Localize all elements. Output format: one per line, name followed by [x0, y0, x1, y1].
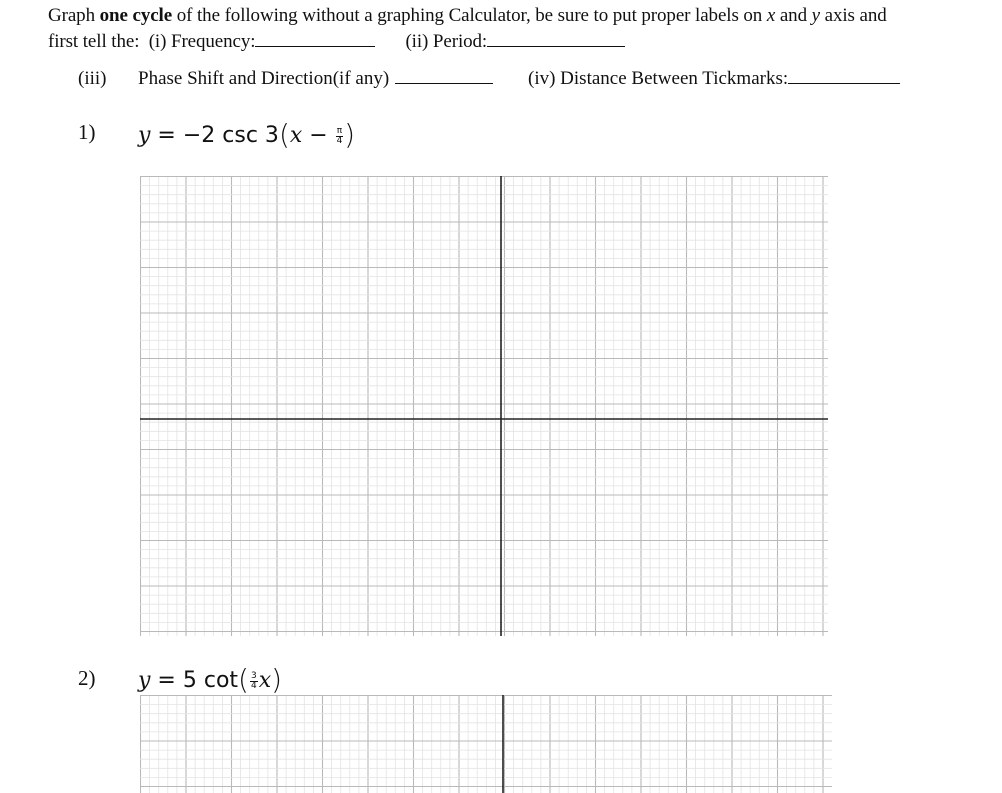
phase-number: (iii): [78, 68, 107, 89]
eq-y-var: y: [138, 123, 151, 148]
instr-text: and: [775, 5, 812, 26]
eq-fraction: [250, 672, 258, 691]
distance-item: [528, 68, 900, 90]
fraction-numerator: π: [336, 125, 343, 136]
distance-label: (iv) Distance Between Tickmarks:: [528, 68, 789, 89]
graph-grid-1[interactable]: [140, 176, 828, 636]
phase-shift-answer-blank[interactable]: [395, 82, 493, 84]
instr-text: Graph: [48, 5, 100, 26]
fraction-denominator: 4: [336, 135, 343, 146]
eq-x-var: x: [289, 123, 303, 148]
fraction-denominator: 4: [250, 680, 257, 691]
period-label: (ii) Period:: [405, 31, 488, 52]
phase-shift-item: [138, 68, 493, 90]
instr-text: of the following without a graphing Calculator, be sure to put proper labels on: [172, 5, 767, 26]
period-answer-blank[interactable]: [487, 45, 625, 47]
eq-coefficient-function: = 5 cot: [150, 668, 239, 693]
fraction-numerator: 3: [250, 670, 257, 681]
instr-text: axis and: [819, 5, 887, 26]
eq-fraction: [336, 127, 343, 146]
instr-x-var: x: [766, 5, 776, 26]
eq-y-var: y: [138, 668, 151, 693]
instr-text: first tell the:: [48, 31, 140, 52]
problem-2-equation: y = 5 cot( $\frac{3}{4}$ x): [138, 663, 283, 696]
eq-x-var: x: [258, 668, 272, 693]
frequency-answer-blank[interactable]: [255, 45, 375, 47]
problem-1-equation: y = −2 csc 3(x − $\frac{\pi}{4}$ ): [138, 118, 356, 151]
instructions-line-1: [48, 5, 887, 27]
instr-y-var: y: [811, 5, 820, 26]
eq-coefficient-function: = −2 csc 3: [150, 123, 279, 148]
instructions-line-2: [48, 31, 625, 53]
frequency-label: (i) Frequency:: [148, 31, 256, 52]
instr-emphasis: one cycle: [99, 5, 173, 26]
distance-answer-blank[interactable]: [788, 82, 900, 84]
eq-minus: −: [302, 123, 335, 148]
graph-grid-2[interactable]: [140, 695, 832, 793]
problem-1-number: 1): [78, 120, 96, 144]
problem-2-number: 2): [78, 666, 96, 690]
phase-shift-label: Phase Shift and Direction(if any): [138, 68, 390, 89]
